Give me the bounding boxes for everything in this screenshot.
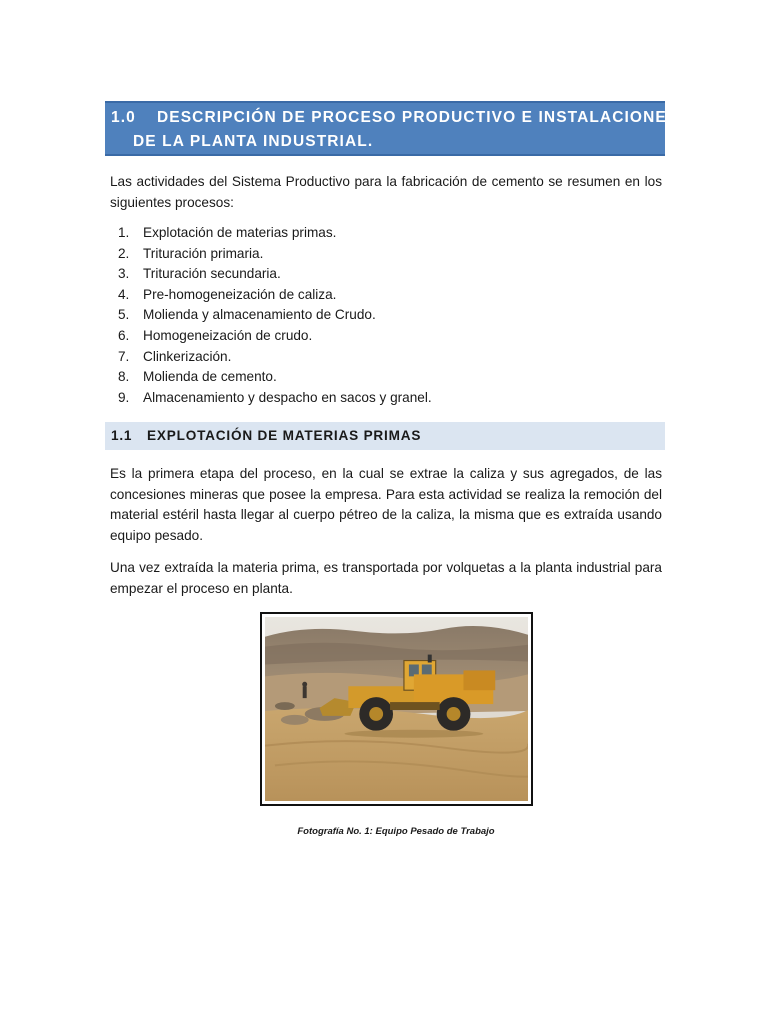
- list-item-text: Pre-homogeneización de caliza.: [143, 286, 337, 302]
- section-1-0-heading: [105, 101, 679, 156]
- list-item-number: 6.: [118, 327, 130, 343]
- section-number: 1.0: [111, 109, 136, 126]
- list-item: [118, 264, 432, 285]
- list-item: [118, 305, 432, 326]
- list-item-number: 8.: [118, 369, 130, 385]
- subsection-title: EXPLOTACIÓN DE MATERIAS PRIMAS: [147, 428, 422, 443]
- extraction-paragraph: Es la primera etapa del proceso, en la cual se extrae la caliza y sus agregados, de las concesiones mineras que posee la empresa. Para esta actividad se realiza la remoción del material estéril hasta llegar al cuerpo pétreo de la caliza, la misma que es extraída usando equipo pesado.: [110, 466, 662, 543]
- list-item-number: 5.: [118, 307, 130, 323]
- intro-paragraph: Las actividades del Sistema Productivo para la fabricación de cemento se resumen en los siguientes procesos:: [110, 174, 662, 210]
- list-item: [118, 347, 432, 368]
- process-list: [118, 223, 432, 408]
- photo-caption: Fotografía No. 1: Equipo Pesado de Trabajo: [297, 826, 495, 837]
- list-item-text: Trituración primaria.: [143, 245, 264, 261]
- list-item: [118, 388, 432, 409]
- wheel-loader-image: [265, 617, 528, 801]
- list-item: [118, 326, 432, 347]
- list-item-text: Molienda y almacenamiento de Crudo.: [143, 307, 376, 323]
- section-title-line-1: DESCRIPCIÓN DE PROCESO PRODUCTIVO E INSTALACIONES: [157, 109, 679, 126]
- list-item: [118, 244, 432, 265]
- list-item-number: 3.: [118, 266, 130, 282]
- list-item-number: 4.: [118, 286, 130, 302]
- list-item-text: Almacenamiento y despacho en sacos y granel.: [143, 389, 432, 405]
- list-item: [118, 223, 432, 244]
- list-item-text: Explotación de materias primas.: [143, 225, 337, 240]
- list-item-text: Trituración secundaria.: [143, 266, 281, 282]
- section-title-line-2: DE LA PLANTA INDUSTRIAL.: [133, 133, 374, 150]
- list-item-text: Homogeneización de crudo.: [143, 327, 313, 343]
- list-item-number: 7.: [118, 348, 130, 364]
- list-item-number: 1.: [118, 225, 130, 240]
- transport-paragraph: Una vez extraída la materia prima, es transportada por volquetas a la planta industrial para empezar el proceso en planta.: [110, 560, 662, 596]
- list-item-text: Molienda de cemento.: [143, 369, 277, 385]
- list-item-text: Clinkerización.: [143, 348, 232, 364]
- subsection-number: 1.1: [111, 428, 133, 443]
- list-item-number: 2.: [118, 245, 130, 261]
- section-1-1-heading: [105, 422, 665, 450]
- list-item: [118, 285, 432, 306]
- list-item: [118, 367, 432, 388]
- heavy-equipment-photo: [260, 612, 533, 806]
- list-item-number: 9.: [118, 389, 130, 405]
